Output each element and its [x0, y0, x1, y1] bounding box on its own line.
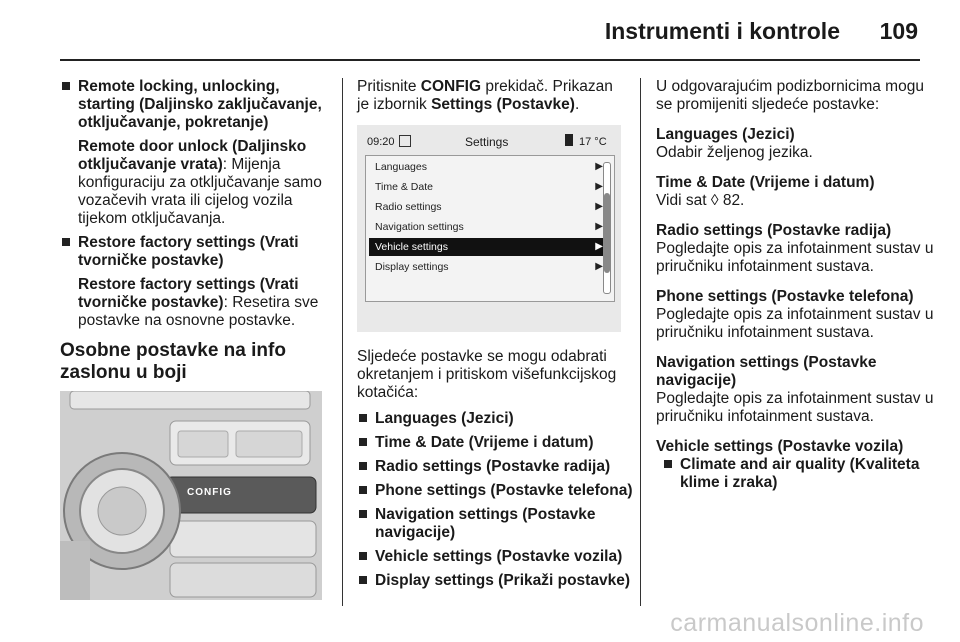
- bullet-square-icon: [359, 510, 367, 518]
- column-divider: [342, 78, 343, 606]
- arrow-right-icon: ▶: [595, 201, 603, 212]
- bullet-text: Remote locking, unlocking, starting (Daljinsko zaključavanje, otključavanje, pokretanje): [78, 78, 322, 131]
- bullet-item: [357, 482, 637, 500]
- settings-menu: [365, 155, 615, 302]
- column-3: [656, 78, 936, 498]
- entry-text: Pogledajte opis za infotainment sustav u priručniku infotainment sustava.: [656, 306, 934, 341]
- entry-heading: Phone settings (Postavke telefona): [656, 288, 914, 305]
- bullet-text: Climate and air quality (Kvaliteta klime i zraka): [680, 456, 920, 491]
- config-panel-photo: [60, 391, 322, 600]
- menu-item: [369, 198, 607, 216]
- settings-screen-image: [357, 125, 621, 332]
- arrow-right-icon: ▶: [595, 261, 603, 272]
- menu-label: Navigation settings: [375, 221, 464, 233]
- menu-scrollbar: [603, 162, 611, 294]
- sub-paragraph: [60, 138, 330, 228]
- intro-paragraph: U odgovarajućim podizbornicima mogu se promijeniti sljedeće postavke:: [656, 78, 924, 113]
- bullet-square-icon: [359, 576, 367, 584]
- bullet-square-icon: [62, 238, 70, 246]
- entry-heading: Vehicle settings (Postavke vozila): [656, 438, 904, 455]
- entry-heading: Navigation settings (Postavke navigacije): [656, 354, 877, 389]
- bullet-square-icon: [359, 486, 367, 494]
- screen-title: Settings: [465, 135, 509, 149]
- entry-heading: Time & Date (Vrijeme i datum): [656, 174, 875, 191]
- bullet-text: Display settings (Prikaži postavke): [375, 572, 630, 589]
- menu-item: [369, 178, 607, 196]
- menu-label: Vehicle settings: [375, 241, 448, 253]
- arrow-right-icon: ▶: [595, 181, 603, 192]
- column-divider: [640, 78, 641, 606]
- sub-heading: Remote door unlock (Daljinsko otključavanje vrata): [78, 138, 307, 173]
- bullet-square-icon: [359, 438, 367, 446]
- sub-heading: Restore factory settings (Vrati tvorničke postavke): [78, 276, 299, 311]
- bullet-square-icon: [359, 462, 367, 470]
- entry-text: Odabir željenog jezika.: [656, 144, 813, 161]
- menu-label: Display settings: [375, 261, 449, 273]
- menu-label: Languages: [375, 161, 427, 173]
- bullet-item: [662, 456, 936, 492]
- entry-text: Pogledajte opis za infotainment sustav u priručniku infotainment sustava.: [656, 390, 934, 425]
- bullet-square-icon: [359, 414, 367, 422]
- bullet-item: [357, 410, 637, 428]
- column-1: [60, 78, 330, 384]
- bullet-text: Navigation settings (Postavke navigacije): [375, 506, 596, 541]
- menu-label: Radio settings: [375, 201, 442, 213]
- entry: [656, 174, 936, 210]
- settings-label: Settings (Postavke): [431, 96, 575, 113]
- bullet-item: [357, 506, 637, 542]
- entry: [656, 354, 936, 426]
- page-number: 109: [879, 18, 918, 44]
- entry-text: Pogledajte opis za infotainment sustav u priručniku infotainment sustava.: [656, 240, 934, 275]
- header-rule: [60, 59, 920, 61]
- page-header-title: Instrumenti i kontrole: [604, 18, 840, 44]
- intro-text: .: [574, 96, 580, 113]
- after-paragraph: Sljedeće postavke se mogu odabrati okretanjem i pritiskom višefunkcijskog kotačića:: [357, 348, 617, 401]
- entry: [656, 288, 936, 342]
- bullet-item: [357, 458, 637, 476]
- intro-paragraph: [357, 78, 627, 114]
- bullet-item: [357, 548, 637, 566]
- screen-status-bar: [365, 131, 613, 153]
- entry-heading: Radio settings (Postavke radija): [656, 222, 892, 239]
- bullet-square-icon: [664, 460, 672, 468]
- menu-item: [369, 158, 607, 176]
- config-label: CONFIG: [420, 78, 482, 95]
- entry-text: Vidi sat ◊ 82.: [656, 192, 745, 209]
- sub-paragraph: [60, 276, 330, 330]
- screen-indicator-icon: [399, 135, 411, 147]
- bullet-item: [357, 434, 637, 452]
- menu-item: [369, 218, 607, 236]
- entry-heading: Languages (Jezici): [656, 126, 795, 143]
- bullet-text: Languages (Jezici): [375, 410, 514, 427]
- sub-text: : Mijenja konfiguraciju za otključavanje samo vozačevih vrata ili cijelog vozila tijekom otključavanja.: [78, 156, 322, 227]
- entry: [656, 438, 936, 492]
- scroll-thumb: [604, 193, 610, 273]
- arrow-right-icon: ▶: [595, 221, 603, 232]
- column-2-lower: [357, 348, 637, 596]
- watermark: carmanualsonline.info: [670, 609, 924, 637]
- menu-label: Time & Date: [375, 181, 433, 193]
- column-2: [357, 78, 627, 122]
- bullet-text: Vehicle settings (Postavke vozila): [375, 548, 623, 565]
- menu-item: [369, 258, 607, 276]
- bullet-item: [60, 234, 330, 270]
- intro-text: Pritisnite: [357, 78, 421, 95]
- screen-temp: 17 °C: [579, 136, 607, 148]
- bullet-square-icon: [62, 82, 70, 90]
- arrow-right-icon: ▶: [595, 241, 603, 252]
- bullet-square-icon: [359, 552, 367, 560]
- config-button-label: CONFIG: [187, 487, 232, 498]
- sub-text: : Resetira sve postavke na osnovne postavke.: [78, 294, 319, 329]
- menu-item-selected: [369, 238, 607, 256]
- entry: [656, 222, 936, 276]
- entry: [656, 126, 936, 162]
- bullet-text: Radio settings (Postavke radija): [375, 458, 611, 475]
- arrow-right-icon: ▶: [595, 161, 603, 172]
- bullet-item: [60, 78, 330, 132]
- bullet-text: Time & Date (Vrijeme i datum): [375, 434, 594, 451]
- bullet-text: Restore factory settings (Vrati tvorničke postavke): [78, 234, 299, 269]
- bullet-text: Phone settings (Postavke telefona): [375, 482, 633, 499]
- phone-icon: [565, 134, 573, 146]
- intro-text: prekidač. Prikazan je izbornik: [357, 78, 613, 113]
- section-heading: Osobne postavke na info zaslonu u boji: [60, 340, 286, 383]
- bullet-item: [357, 572, 637, 590]
- screen-time: 09:20: [367, 136, 395, 148]
